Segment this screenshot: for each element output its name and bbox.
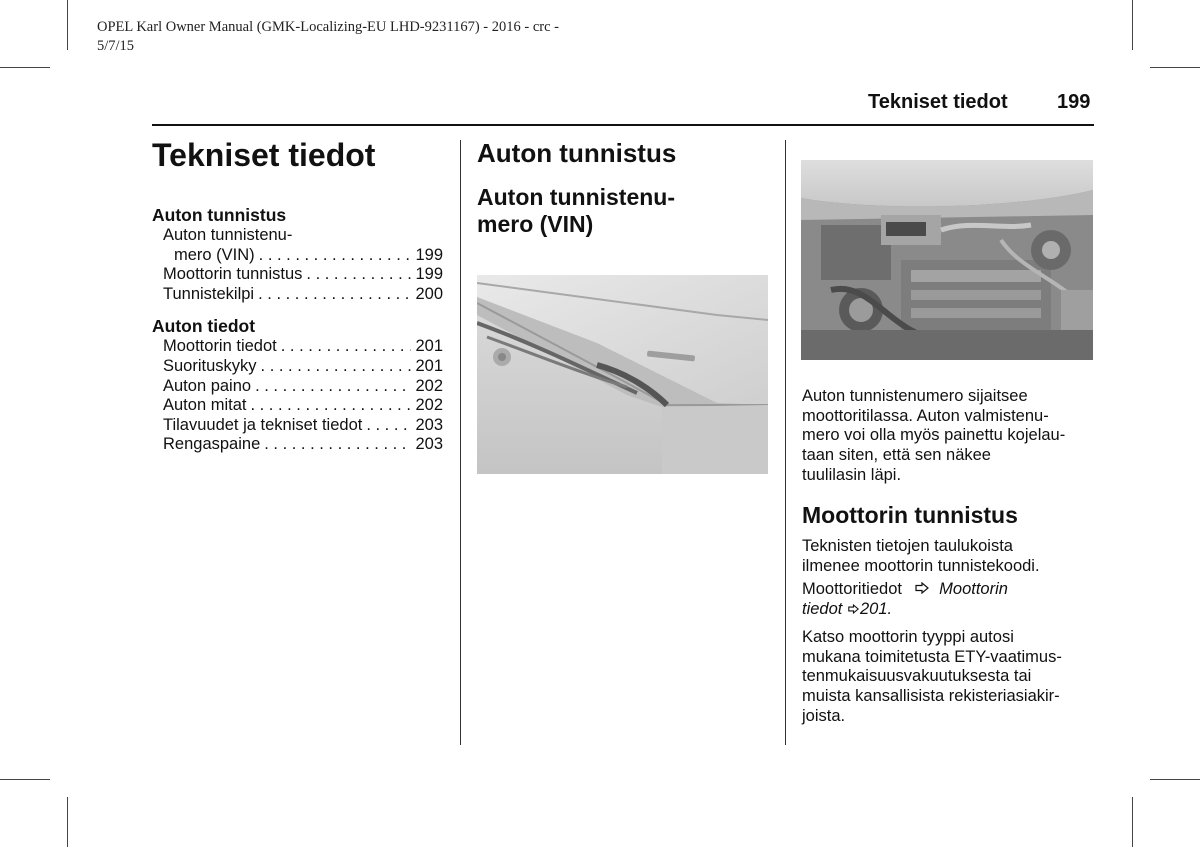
- toc-entry[interactable]: [163, 357, 443, 377]
- vin-location-text: [802, 387, 1092, 486]
- crop-mark: [67, 797, 68, 847]
- toc: [152, 205, 443, 455]
- column-divider: [785, 140, 786, 745]
- toc-entry-page: 200: [415, 284, 443, 303]
- toc-entry[interactable]: [163, 416, 443, 436]
- text-line: joista.: [802, 706, 846, 725]
- text-line: mukana toimitetusta ETY-vaatimus-: [802, 647, 1062, 666]
- page-number: 199: [1057, 91, 1091, 113]
- toc-entry-page: 202: [415, 396, 443, 415]
- chapter-column: [152, 137, 443, 455]
- toc-entry-page: 199: [415, 265, 443, 284]
- text-line: mero voi olla myös painettu kojelau-: [802, 426, 1066, 445]
- toc-entry-page: 201: [415, 356, 443, 375]
- chapter-title: Tekniset tiedot: [152, 137, 376, 173]
- print-meta-line: 5/7/15: [97, 38, 135, 54]
- toc-leader-dots: [264, 435, 411, 455]
- print-meta-line: OPEL Karl Owner Manual (GMK-Localizing-EU LHD-9231167) - 2016 - crc -: [97, 19, 559, 35]
- toc-entry-page: 202: [415, 376, 443, 395]
- toc-entry-label: Moottorin tunnistus: [163, 265, 303, 284]
- text-line: Katso moottorin tyyppi autosi: [802, 627, 1014, 646]
- toc-entry-label: Tunnistekilpi: [163, 284, 255, 303]
- toc-entry-label: Auton paino: [163, 376, 252, 395]
- text-line: Teknisten tietojen taulukoista: [802, 537, 1013, 555]
- toc-entry[interactable]: [163, 285, 443, 305]
- text-line: ilmenee moottorin tunnistekoodi.: [802, 556, 1040, 575]
- subsection-title-line: Auton tunnistenu-: [477, 184, 676, 210]
- toc-entry[interactable]: [163, 246, 443, 266]
- toc-entry-label: Auton mitat: [163, 396, 247, 415]
- text-line: tenmukaisuusvakuutuksesta tai: [802, 667, 1032, 686]
- toc-entry[interactable]: [163, 377, 443, 397]
- toc-leader-dots: [255, 377, 411, 397]
- reference-arrow-icon: [848, 600, 859, 620]
- crop-mark: [1132, 0, 1133, 50]
- toc-leader-dots: [258, 285, 411, 305]
- text-line: moottoritilassa. Auton valmistenu-: [802, 406, 1049, 425]
- crop-mark: [67, 0, 68, 50]
- toc-entry[interactable]: [163, 265, 443, 285]
- reference-arrow-icon: [915, 580, 929, 600]
- toc-leader-dots: [281, 337, 412, 357]
- toc-section-heading: Auton tunnistus: [152, 205, 287, 225]
- toc-entry-label: Tilavuudet ja tekniset tiedot: [163, 415, 363, 434]
- toc-entry-page: 199: [415, 245, 443, 264]
- toc-section-heading: Auton tiedot: [152, 316, 256, 337]
- crop-mark: [0, 779, 50, 780]
- print-meta: [97, 18, 617, 56]
- reference-link-text: Moottorin: [939, 580, 1008, 599]
- column-divider: [460, 140, 461, 745]
- toc-leader-dots: [259, 246, 412, 266]
- engine-identification-text: [802, 537, 1092, 730]
- toc-entry[interactable]: [163, 337, 443, 357]
- toc-leader-dots: [261, 357, 412, 377]
- text-line: muista kansallisista rekisteriasiakir-: [802, 686, 1060, 705]
- subsection-title-line: mero (VIN): [477, 211, 594, 237]
- engine-compartment-photo: [801, 160, 1093, 360]
- crop-mark: [1150, 67, 1200, 68]
- crop-mark: [1150, 779, 1200, 780]
- reference-text: Moottoritiedot: [802, 580, 902, 599]
- toc-leader-dots: [306, 265, 411, 285]
- toc-entry-label: Rengaspaine: [163, 435, 261, 454]
- running-title: Tekniset tiedot: [868, 91, 1008, 113]
- toc-entry-label: Suorituskyky: [163, 356, 257, 375]
- engine-identification-title: Moottorin tunnistus: [802, 502, 1018, 528]
- toc-entry-label-line: Auton tunnistenu-: [163, 226, 293, 244]
- toc-entry-page: 203: [415, 435, 443, 454]
- crop-mark: [1132, 797, 1133, 847]
- toc-leader-dots: [250, 396, 411, 416]
- reference-page: 201.: [859, 600, 893, 619]
- text-line: taan siten, että sen näkee: [802, 446, 991, 465]
- toc-leader-dots: [366, 416, 411, 436]
- subsection-title: [477, 184, 675, 238]
- toc-entry-page: 203: [415, 415, 443, 434]
- header-rule: [152, 124, 1094, 126]
- text-line: tuulilasin läpi.: [802, 465, 902, 484]
- text-line: Auton tunnistenumero sijaitsee: [802, 387, 1028, 405]
- crop-mark: [0, 67, 50, 68]
- cross-reference[interactable]: [802, 580, 1092, 619]
- toc-entry[interactable]: [163, 435, 443, 455]
- toc-entry[interactable]: [163, 396, 443, 416]
- toc-entry-page: 201: [415, 337, 443, 356]
- windshield-vin-photo: [477, 275, 768, 474]
- toc-entry-label: Moottorin tiedot: [163, 337, 277, 356]
- toc-entry-label: mero (VIN): [174, 245, 255, 264]
- reference-link-text: tiedot: [802, 600, 843, 619]
- section-title: Auton tunnistus: [477, 138, 677, 168]
